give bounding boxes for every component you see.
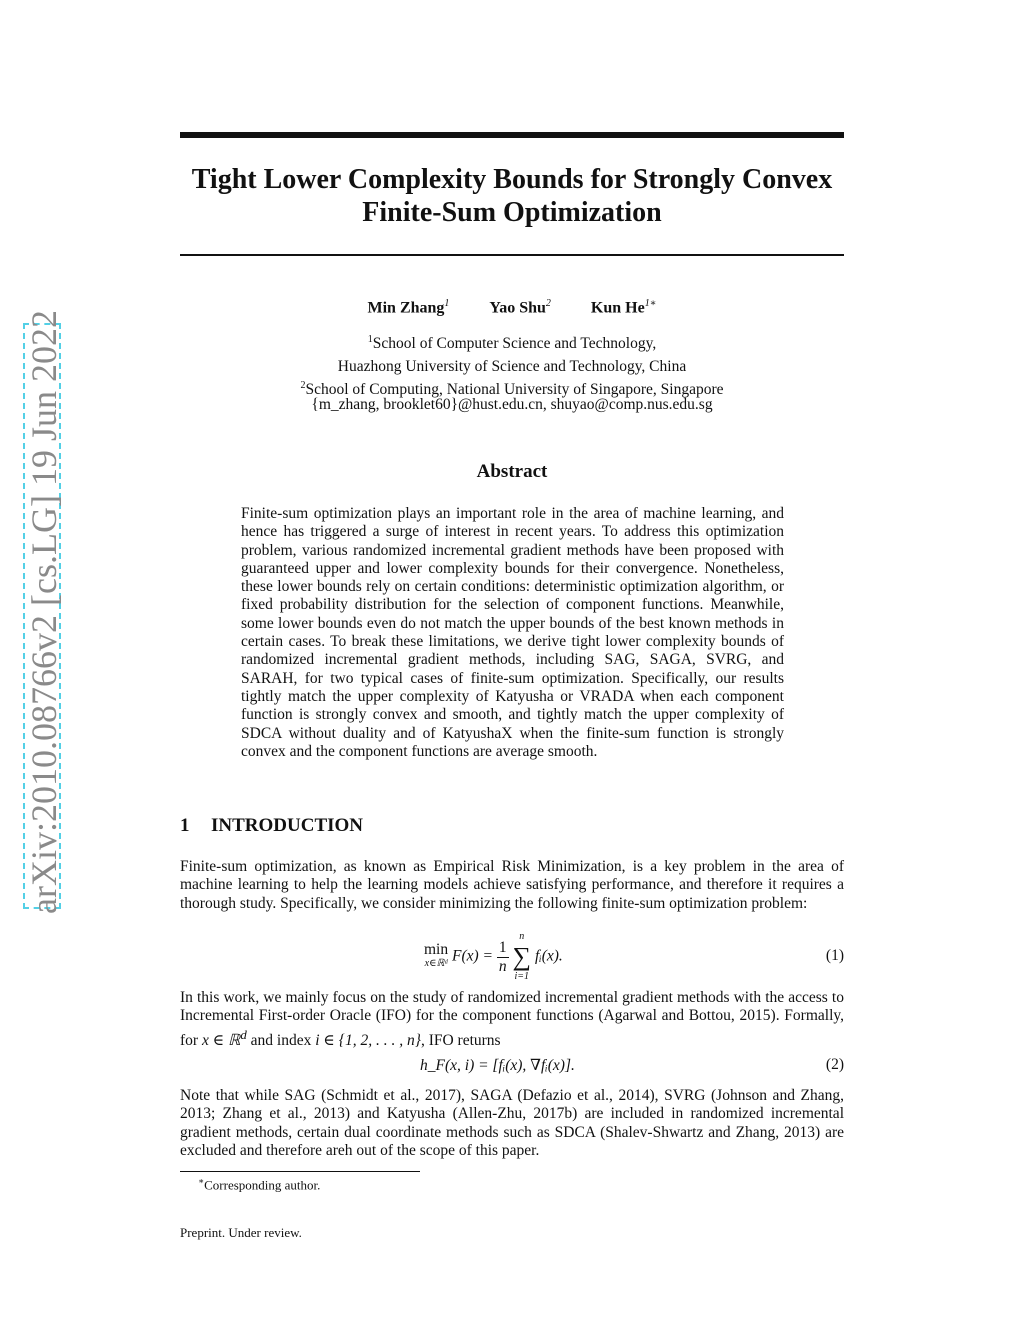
fraction: $\frac{1}{n}$ [498,938,507,975]
affiliations [180,330,844,399]
author: Min Zhang$^1$ [367,298,450,317]
affiliation-line: $^1$School of Computer Science and Technology, [367,334,657,353]
equation-1-body [424,930,563,984]
equation-2 [180,1056,844,1076]
section-title: INTRODUCTION [211,815,364,836]
equation-1-lhs: F(x) = [452,947,494,965]
author: Kun $He^{1∗}$ [590,298,657,317]
title-bottom-rule [180,254,844,256]
arxiv-identifier: arXiv:2010.08766v2 [cs.LG] 19 Jun 2022 [24,310,64,914]
intro-paragraph-2: In this work, we mainly focus on the study of randomized incremental gradient methods with the access to Incremental First-order Oracle (IFO) for the component functions (Agarwal and Bottou, 2015). Formally, for x ∈ ℝ$^d$ and index i ∈ {1, 2, . . . , n}, IFO returns [180,989,844,1049]
author: Yao Shu$^2$ [489,298,551,317]
footnote-rule [180,1171,420,1172]
section-heading [180,815,363,837]
equation-number: (2) [825,1056,844,1073]
preprint-notice: Preprint. Under review. [180,1225,302,1240]
affiliation-line: Huazhong University of Science and Technology, China [337,358,687,376]
paper-title: Tight Lower Complexity Bounds for Strongly Convex Finite-Sum Optimization [191,164,833,228]
section-number: 1 [180,815,190,836]
intro-paragraph-1: Finite-sum optimization, as known as Empirical Risk Minimization, is a key problem in the area of machine learning to help the learning models achieve satisfying performance, and therefore it requires a thorough study. Specifically, we consider minimizing the following finite-sum optimization problem: [180,858,844,912]
equation-2-body: h_F(x, i) = [fᵢ(x), ∇fᵢ(x)]. [420,1057,575,1074]
author-list [180,298,844,317]
title-top-rule [180,132,844,138]
equation-number: (1) [825,947,844,964]
abstract-heading: Abstract [476,461,548,482]
equation-1-rhs: fᵢ(x). [534,947,563,965]
inline-math: i ∈ {1, 2, . . . , n} [315,1031,421,1049]
abstract-text: Finite-sum optimization plays an important role in the area of machine learning, and hence has triggered a surge of interest in recent years. To address this optimization problem, various randomized incremental gradient methods have been proposed with guaranteed upper and lower complexity bounds for their convergence. Nonetheless, these lower bounds rely on certain conditions: deterministic optimization algorithm, or fixed probability distribution for the selection of component functions. Meanwhile, some lower bounds even do not match the upper bounds of the best known methods in certain cases. To break these limitations, we derive tight lower complexity bounds of randomized incremental gradient methods, including SAG, SAGA, SVRG, and SARAH, for two typical cases of finite-sum optimization. Specifically, our results tightly match the upper complexity of Katyusha or VRADA when each component function is strongly convex and smooth, and tightly match the upper complexity of SDCA without duality and of KatyushaX when the finite-sum function is strongly convex and the component functions are average smooth. [241,505,784,760]
sum-operator: n ∑ i=1 [512,931,532,982]
author-emails: {m_zhang, brooklet60}@hust.edu.cn, shuyao@comp.nus.edu.sg [311,396,713,413]
inline-math: x ∈ ℝ$^d$ [201,1026,247,1049]
affiliation-line: $^2$School of Computing, National University of Singapore, Singapore [300,380,724,399]
equation-1 [180,930,844,986]
footnote: ∗Corresponding author. [198,1176,321,1193]
intro-paragraph-3: Note that while SAG (Schmidt et al., 2017), SAGA (Defazio et al., 2014), SVRG (Johnson and Zhang, 2013; Zhang et al., 2013) and Katyusha (Allen-Zhu, 2017b) are included in randomized incremental gradient methods, certain dual coordinate methods such as SDCA (Shalev-Shwartz and Zhang, 2013) are excluded and therefore areh out of the scope of this paper. [180,1087,844,1159]
min-operator: min x∈ℝᵈ [424,941,449,969]
